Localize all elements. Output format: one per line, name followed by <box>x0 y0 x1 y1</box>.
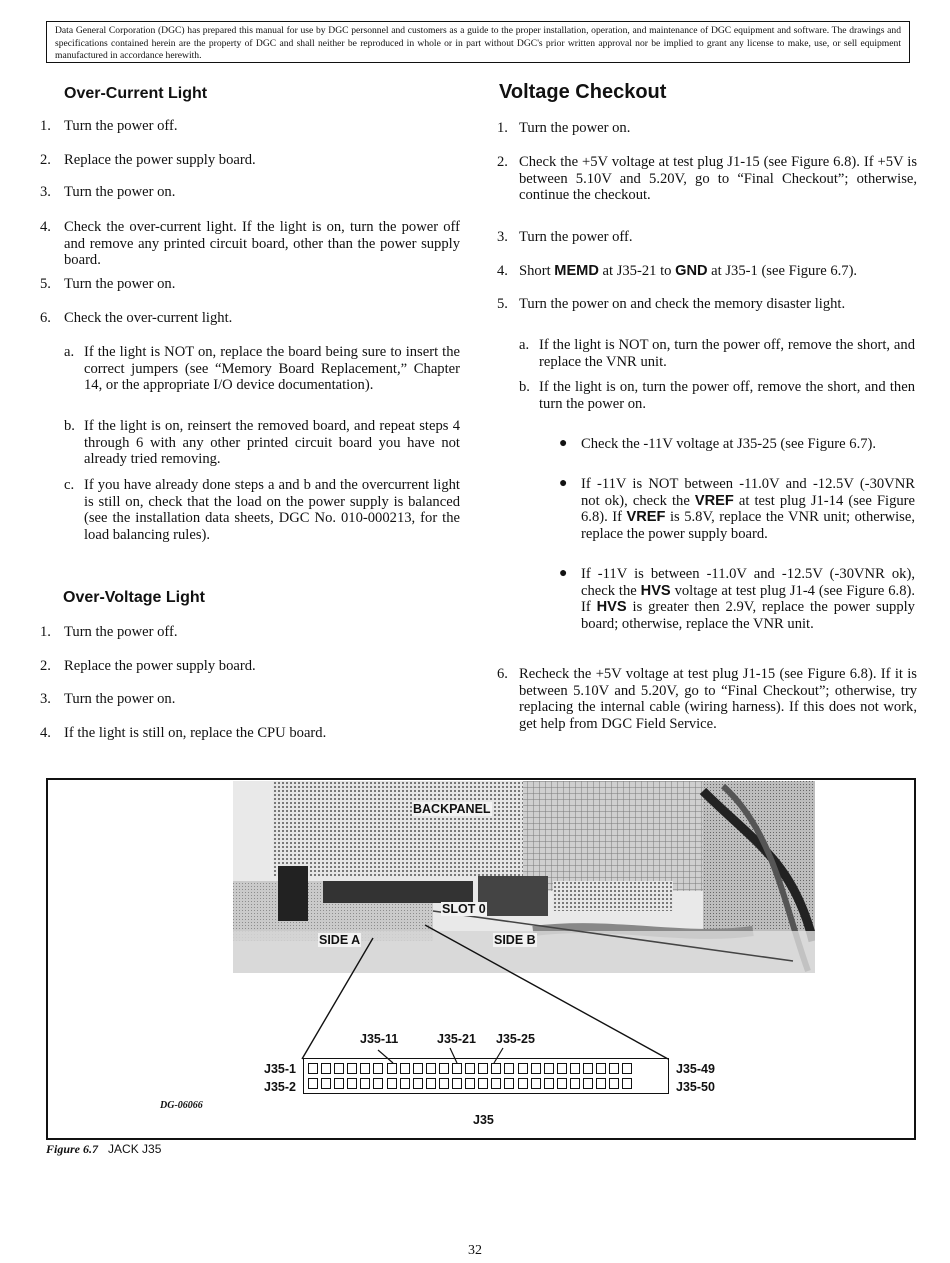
connector-pin <box>504 1078 514 1089</box>
list-item: 4. If the light is still on, replace the CPU board. <box>40 725 327 741</box>
list-item: ● If -11V is between -11.0V and -12.5V (-30VNR ok), check the HVS voltage at test plug J1-4 (see Figure 6.8). If HVS is greater then 2.9V, replace the power supply board; otherwise, replace the VNR unit. <box>559 566 915 632</box>
j35-49-label: J35-49 <box>676 1062 715 1076</box>
connector-pin <box>596 1078 606 1089</box>
connector-pin <box>321 1078 331 1089</box>
list-item: 1. Turn the power off. <box>40 624 178 640</box>
list-item: a. If the light is NOT on, turn the power off, remove the short, and replace the VNR unit. <box>519 337 915 370</box>
j35-50-label: J35-50 <box>676 1080 715 1094</box>
j35-11-label: J35-11 <box>360 1032 399 1046</box>
bullet-icon: ● <box>559 476 568 491</box>
backpanel-label: BACKPANEL <box>413 802 491 816</box>
slot0-label: SLOT 0 <box>442 902 486 916</box>
connector-pin <box>347 1078 357 1089</box>
connector-pin <box>321 1063 331 1074</box>
connector-pin <box>504 1063 514 1074</box>
figure-number: Figure 6.7 <box>46 1142 99 1156</box>
voltage-checkout-heading: Voltage Checkout <box>499 81 667 103</box>
connector-pin <box>609 1063 619 1074</box>
j35-25-label: J35-25 <box>496 1032 535 1046</box>
connector-pin <box>334 1063 344 1074</box>
j35-label: J35 <box>473 1113 494 1127</box>
list-item: 6. Recheck the +5V voltage at test plug J1-15 (see Figure 6.8). If it is between 5.10V and 5.20V, go to “Final Checkout”; otherwise, try replacing the internal cable (wiring harness). If this does not work, get help from DGC Field Service. <box>497 666 917 732</box>
connector-pin <box>622 1063 632 1074</box>
connector-pin <box>360 1078 370 1089</box>
page-number: 32 <box>468 1243 482 1258</box>
connector-pin <box>347 1063 357 1074</box>
connector-pin <box>570 1078 580 1089</box>
side-a-label: SIDE A <box>319 933 361 947</box>
figure-caption <box>46 1142 161 1157</box>
connector-pin <box>426 1078 436 1089</box>
connector-pin-row <box>308 1063 664 1074</box>
connector-pin <box>583 1063 593 1074</box>
connector-pin <box>609 1078 619 1089</box>
connector-pin <box>596 1063 606 1074</box>
j35-1-label: J35-1 <box>264 1062 296 1076</box>
connector-pin <box>531 1063 541 1074</box>
connector-pin <box>413 1078 423 1089</box>
list-item: c. If you have already done steps a and b and the overcurrent light is still on, check that the load on the power supply is balanced (see the installation data sheets, DGC No. 010-000213, for the load balancing rules). <box>64 477 460 543</box>
connector-pin <box>452 1063 462 1074</box>
connector-pin <box>491 1078 501 1089</box>
connector-pin <box>465 1078 475 1089</box>
connector-pin <box>557 1063 567 1074</box>
connector-pin <box>413 1063 423 1074</box>
overcurrent-heading: Over-Current Light <box>64 85 208 102</box>
connector-pin <box>387 1063 397 1074</box>
connector-pin-row <box>308 1078 664 1089</box>
connector-pin <box>426 1063 436 1074</box>
j35-2-label: J35-2 <box>264 1080 296 1094</box>
list-item: 3. Turn the power off. <box>497 229 633 245</box>
list-item: 4. Short MEMD at J35-21 to GND at J35-1 (see Figure 6.7). <box>497 263 858 279</box>
connector-pin <box>518 1063 528 1074</box>
connector-pin <box>557 1078 567 1089</box>
connector-pin <box>622 1078 632 1089</box>
connector-pin <box>439 1063 449 1074</box>
list-item: 4. Check the over-current light. If the light is on, turn the power off and remove any printed circuit board, other than the power supply board. <box>40 219 460 268</box>
list-item: 6. Check the over-current light. <box>40 310 233 326</box>
bullet-icon: ● <box>559 566 568 581</box>
overvoltage-heading: Over-Voltage Light <box>63 589 205 606</box>
connector-pin <box>360 1063 370 1074</box>
connector-pin <box>452 1078 462 1089</box>
drawing-number: DG-06066 <box>160 1100 203 1111</box>
list-item: 2. Replace the power supply board. <box>40 152 256 168</box>
j35-connector <box>303 1058 669 1094</box>
connector-pin <box>518 1078 528 1089</box>
list-item: b. If the light is on, reinsert the removed board, and repeat steps 4 through 6 with any other printed circuit board you have not already tried removing. <box>64 418 460 467</box>
list-item: 1. Turn the power on. <box>497 120 631 136</box>
connector-pin <box>583 1078 593 1089</box>
connector-pin <box>465 1063 475 1074</box>
list-item: 2. Replace the power supply board. <box>40 658 256 674</box>
connector-pin <box>400 1078 410 1089</box>
connector-pin <box>400 1063 410 1074</box>
connector-pin <box>544 1078 554 1089</box>
j35-21-label: J35-21 <box>437 1032 476 1046</box>
connector-pin <box>308 1063 318 1074</box>
connector-pin <box>334 1078 344 1089</box>
list-item: ● Check the -11V voltage at J35-25 (see Figure 6.7). <box>559 436 877 452</box>
connector-pin <box>387 1078 397 1089</box>
list-item: 5. Turn the power on. <box>40 276 176 292</box>
side-b-label: SIDE B <box>494 933 536 947</box>
bullet-icon: ● <box>559 436 568 451</box>
connector-pin <box>308 1078 318 1089</box>
connector-pin <box>373 1078 383 1089</box>
list-item: a. If the light is NOT on, replace the board being sure to insert the correct jumpers (see “Memory Board Replacement,” Chapter 14, or the appropriate I/O device documentation). <box>64 344 460 393</box>
connector-pin <box>478 1063 488 1074</box>
list-item: 5. Turn the power on and check the memory disaster light. <box>497 296 846 312</box>
connector-pin <box>478 1078 488 1089</box>
list-item: ● If -11V is NOT between -11.0V and -12.5V (-30VNR not ok), check the VREF at test plug J1-14 (see Figure 6.8). If VREF is 5.8V, replace the VNR unit; otherwise, replace the power supply board. <box>559 476 915 542</box>
connector-pin <box>544 1063 554 1074</box>
list-item: 2. Check the +5V voltage at test plug J1-15 (see Figure 6.8). If +5V is between 5.10V and 5.20V, go to “Final Checkout”; otherwise, continue the checkout. <box>497 154 917 203</box>
connector-pin <box>439 1078 449 1089</box>
list-item: 3. Turn the power on. <box>40 691 176 707</box>
list-item: 1. Turn the power off. <box>40 118 178 134</box>
connector-pin <box>491 1063 501 1074</box>
list-item: b. If the light is on, turn the power off, remove the short, and then turn the power on. <box>519 379 915 412</box>
connector-pin <box>373 1063 383 1074</box>
list-item: 3. Turn the power on. <box>40 184 176 200</box>
connector-pin <box>570 1063 580 1074</box>
connector-pin <box>531 1078 541 1089</box>
figure-title: JACK J35 <box>108 1142 162 1156</box>
copyright-notice: Data General Corporation (DGC) has prepared this manual for use by DGC personnel and customers as a guide to the proper installation, operation, and maintenance of DGC equipment and software. The drawings and specifications contained herein are the property of DGC and shall neither be reproduced in whole or in part without DGC's prior written approval nor be implied to grant any license to make, use, or sell equipment manufactured in accordance herewith. <box>46 21 910 63</box>
